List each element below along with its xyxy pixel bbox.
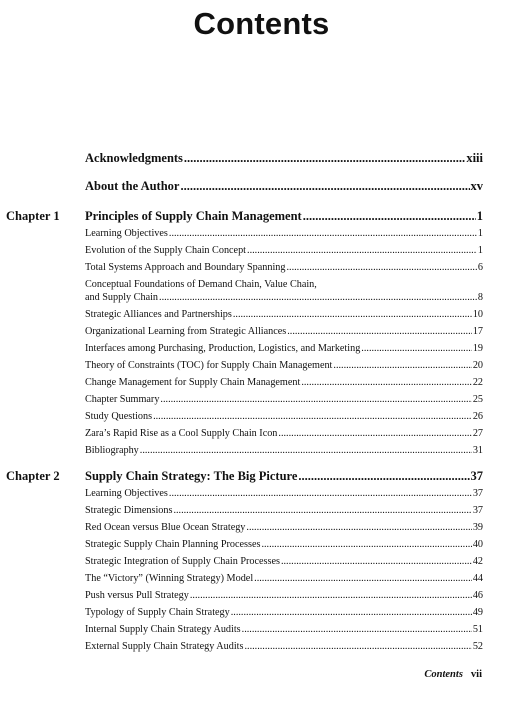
toc-entry-page: xv <box>470 179 483 193</box>
toc-section[interactable] <box>85 539 483 550</box>
toc-section[interactable] <box>85 445 483 456</box>
section-page: 42 <box>472 556 483 567</box>
leader-dots <box>281 556 472 567</box>
leader-dots <box>286 262 476 273</box>
chapter-heading-2[interactable] <box>85 469 483 484</box>
leader-dots <box>261 539 471 550</box>
leader-dots <box>173 505 471 516</box>
leader-dots <box>159 292 477 305</box>
section-page: 22 <box>472 377 483 388</box>
section-page: 19 <box>472 343 483 354</box>
page-title: Contents <box>193 6 330 41</box>
toc-section[interactable] <box>85 428 483 439</box>
leader-dots <box>247 245 477 256</box>
section-page: 40 <box>472 539 483 550</box>
section-page: 44 <box>472 573 483 584</box>
section-page: 39 <box>472 522 483 533</box>
leader-dots <box>303 209 476 224</box>
section-title: Learning Objectives <box>85 488 168 499</box>
toc-section[interactable] <box>85 488 483 499</box>
chapter-page: 37 <box>470 469 483 483</box>
section-page: 1 <box>477 245 483 256</box>
chapter-heading-1[interactable] <box>85 209 483 224</box>
leader-dots <box>244 641 471 652</box>
section-title: Internal Supply Chain Strategy Audits <box>85 624 241 635</box>
leader-dots <box>361 343 472 354</box>
section-page: 31 <box>472 445 483 456</box>
toc-entry-page: xiii <box>466 151 483 165</box>
toc-section[interactable] <box>85 326 483 337</box>
leader-dots <box>169 488 472 499</box>
leader-dots <box>184 151 465 166</box>
chapter-title: Supply Chain Strategy: The Big Picture <box>85 469 298 483</box>
section-title: Organizational Learning from Strategic Alliances <box>85 326 287 337</box>
toc-section[interactable] <box>85 505 483 516</box>
section-page: 37 <box>472 505 483 516</box>
toc-section[interactable] <box>85 279 483 304</box>
section-page: 1 <box>477 228 483 239</box>
section-title: Strategic Supply Chain Planning Processes <box>85 539 261 550</box>
toc-section[interactable] <box>85 624 483 635</box>
leader-dots <box>298 469 469 484</box>
toc-section[interactable] <box>85 343 483 354</box>
toc-section[interactable] <box>85 607 483 618</box>
leader-dots <box>190 590 472 601</box>
section-page: 17 <box>472 326 483 337</box>
section-page: 10 <box>472 309 483 320</box>
section-page: 27 <box>472 428 483 439</box>
leader-dots <box>246 522 471 533</box>
section-title: Chapter Summary <box>85 394 160 405</box>
toc-section[interactable] <box>85 228 483 239</box>
toc-section[interactable] <box>85 377 483 388</box>
toc-section[interactable] <box>85 309 483 320</box>
section-title: Total Systems Approach and Boundary Spanning <box>85 262 286 273</box>
section-page: 25 <box>472 394 483 405</box>
leader-dots <box>242 624 472 635</box>
leader-dots <box>278 428 471 439</box>
section-page: 26 <box>472 411 483 422</box>
leader-dots <box>160 394 471 405</box>
toc-section[interactable] <box>85 590 483 601</box>
section-title: Strategic Integration of Supply Chain Processes <box>85 556 280 567</box>
leader-dots <box>287 326 472 337</box>
toc-entry-acknowledgments[interactable] <box>85 151 483 166</box>
chapter-page: 1 <box>476 209 483 223</box>
section-title: Learning Objectives <box>85 228 168 239</box>
section-page: 49 <box>472 607 483 618</box>
leader-dots <box>180 179 469 194</box>
section-title: Bibliography <box>85 445 139 456</box>
section-title-line2: and Supply Chain <box>85 291 159 303</box>
leader-dots <box>301 377 472 388</box>
section-page: 37 <box>472 488 483 499</box>
toc-section[interactable] <box>85 522 483 533</box>
section-title: The “Victory” (Winning Strategy) Model <box>85 573 254 584</box>
toc-section[interactable] <box>85 360 483 371</box>
leader-dots <box>333 360 471 371</box>
toc-section[interactable] <box>85 262 483 273</box>
chapter-title: Principles of Supply Chain Management <box>85 209 302 223</box>
section-title: Study Questions <box>85 411 153 422</box>
toc-section[interactable] <box>85 556 483 567</box>
toc-entry-about-author[interactable] <box>85 179 483 194</box>
section-page: 20 <box>472 360 483 371</box>
toc-section[interactable] <box>85 394 483 405</box>
toc-section[interactable] <box>85 573 483 584</box>
section-page: 6 <box>477 262 483 273</box>
section-title: Push versus Pull Strategy <box>85 590 189 601</box>
footer-page-number: vii <box>470 669 482 680</box>
section-title: External Supply Chain Strategy Audits <box>85 641 244 652</box>
section-title: Zara’s Rapid Rise as a Cool Supply Chain Icon <box>85 428 278 439</box>
toc-entry-title: About the Author <box>85 179 180 193</box>
section-title: Strategic Dimensions <box>85 505 173 516</box>
leader-dots <box>153 411 472 422</box>
chapter-label: Chapter 2 <box>6 469 60 483</box>
section-title: Strategic Alliances and Partnerships <box>85 309 232 320</box>
leader-dots <box>254 573 472 584</box>
leader-dots <box>140 445 472 456</box>
section-title: Conceptual Foundations of Demand Chain, Value Chain, <box>85 279 317 290</box>
section-page: 51 <box>472 624 483 635</box>
leader-dots <box>231 607 472 618</box>
leader-dots <box>169 228 477 239</box>
toc-entry-title: Acknowledgments <box>85 151 183 165</box>
toc-section[interactable] <box>85 641 483 652</box>
section-title: Change Management for Supply Chain Management <box>85 377 301 388</box>
section-page: 8 <box>477 291 483 303</box>
toc-section[interactable] <box>85 411 483 422</box>
section-title: Theory of Constraints (TOC) for Supply Chain Management <box>85 360 333 371</box>
footer-label: Contents <box>424 669 463 680</box>
section-page: 46 <box>472 590 483 601</box>
section-title: Evolution of the Supply Chain Concept <box>85 245 247 256</box>
section-title: Typology of Supply Chain Strategy <box>85 607 230 618</box>
page-footer <box>424 669 482 680</box>
leader-dots <box>233 309 472 320</box>
section-title: Red Ocean versus Blue Ocean Strategy <box>85 522 246 533</box>
chapter-label: Chapter 1 <box>6 209 60 223</box>
toc-section[interactable] <box>85 245 483 256</box>
section-title: Interfaces among Purchasing, Production, Logistics, and Marketing <box>85 343 361 354</box>
section-page: 52 <box>472 641 483 652</box>
